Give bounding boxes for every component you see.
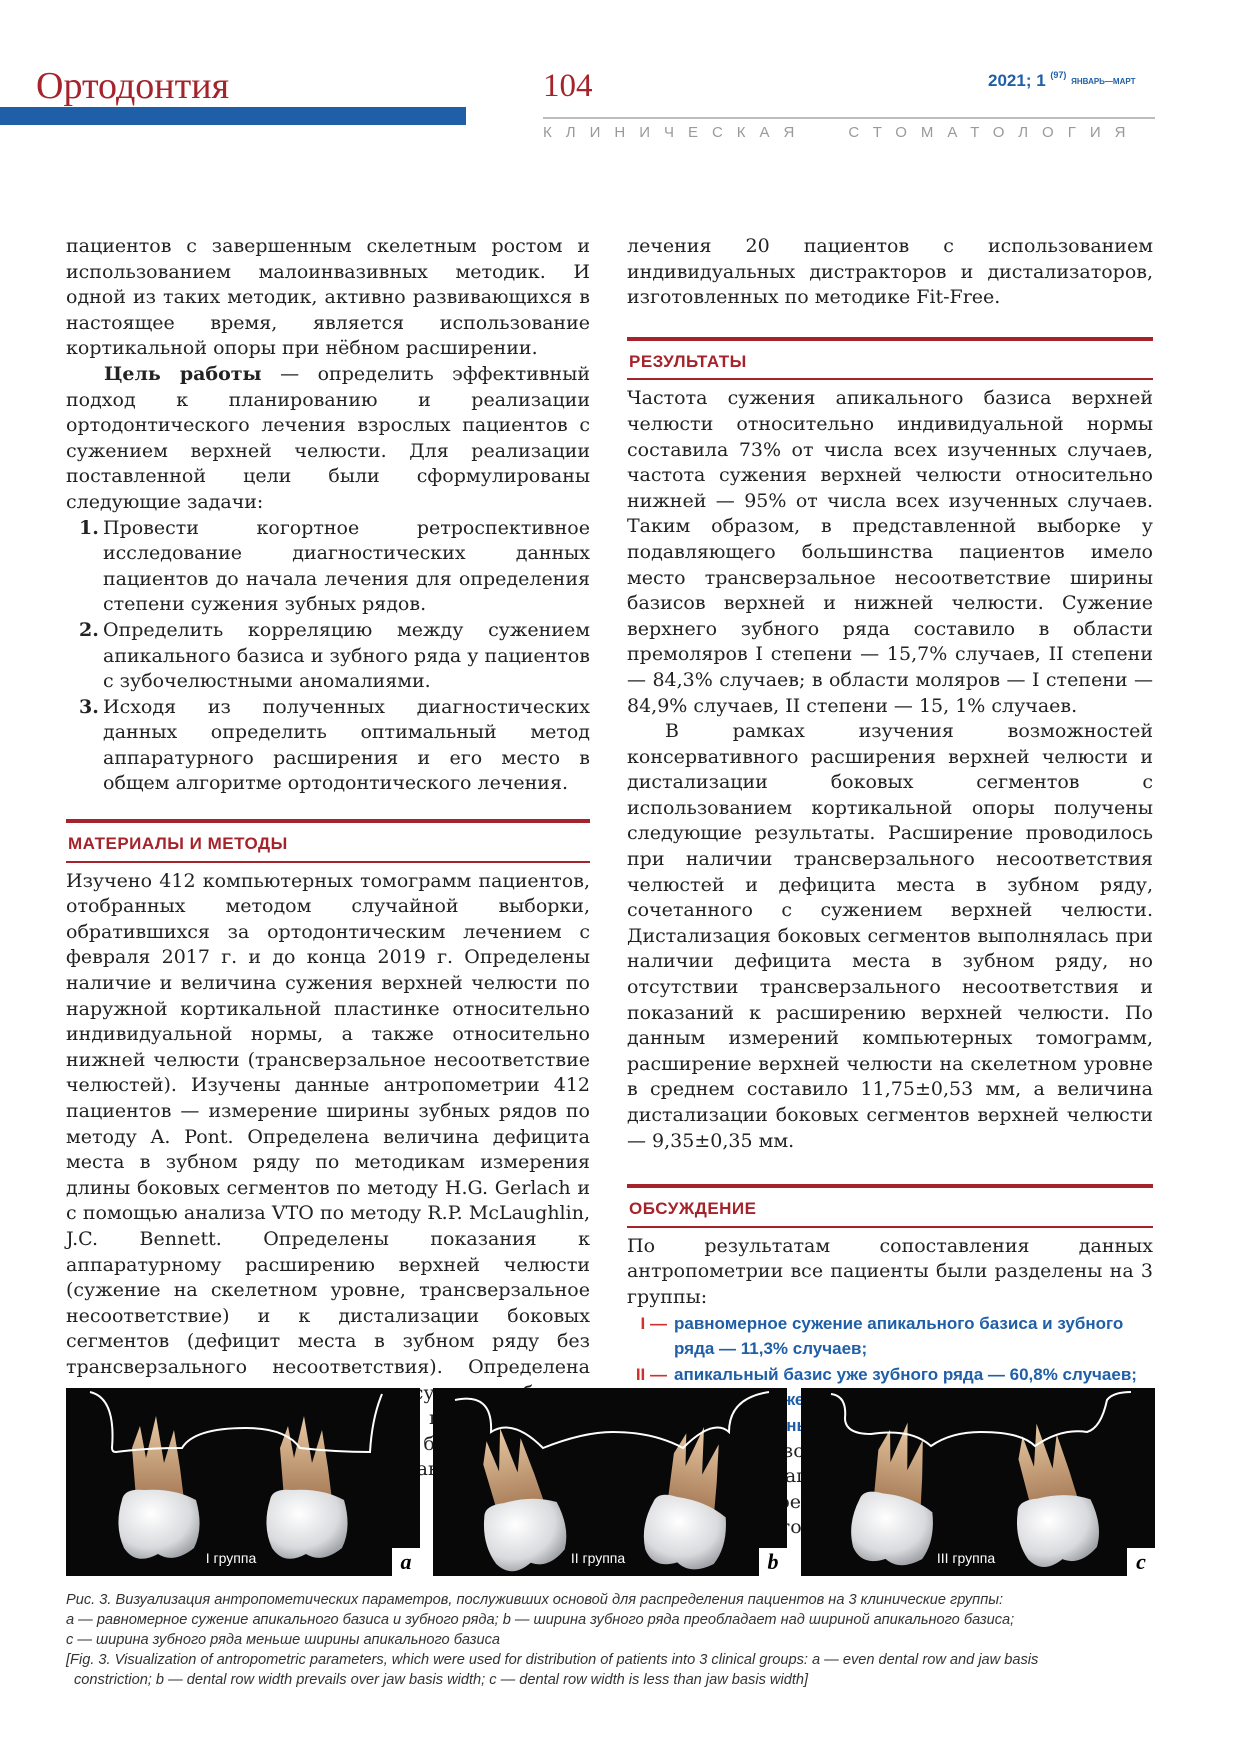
tooth-left bbox=[846, 1416, 951, 1571]
page-number: 104 bbox=[543, 68, 593, 104]
tooth-left bbox=[118, 1416, 199, 1559]
goal-text: — определить эффективный подход к планированию и реализации ортодонтического лечения взрослых пациентов с сужением верхней челюсти. Для реализации поставленной цели были сформулированы следующие задачи: bbox=[66, 362, 590, 513]
journal-word-2: СТОМАТОЛОГИЯ bbox=[848, 124, 1140, 141]
issue-number: (97) bbox=[1050, 70, 1067, 80]
panel-label: III группа bbox=[936, 1550, 996, 1566]
task-text: Исходя из полученных диагностических данных определить оптимальный метод аппаратурного расширения и его место в общем алгоритме ортодонтического лечения. bbox=[103, 695, 590, 795]
right-column bbox=[627, 234, 1153, 1541]
task-number: 2. bbox=[79, 618, 99, 641]
figure-3 bbox=[66, 1388, 1155, 1576]
goal-label: Цель работы bbox=[104, 362, 262, 385]
intro-paragraph: пациентов с завершенным скелетным ростом и использованием малоинвазивных методик. И одной из таких методик, активно развивающихся в настоящее время, является использование кортикальной опоры при нёбном расширении. bbox=[66, 235, 590, 360]
task-item bbox=[66, 516, 590, 618]
group-text: уже bbox=[773, 1390, 805, 1410]
group-roman: II — bbox=[635, 1364, 667, 1384]
basis-outline bbox=[90, 1392, 382, 1452]
figure-panel-a bbox=[66, 1388, 420, 1576]
caption-ru-line-1: Рис. 3. Визуализация антропометических параметров, послуживших основой для распределения пациентов на 3 клинические группы: bbox=[66, 1592, 1004, 1608]
group-text: равномерное сужение апикального базиса и зубного ряда — 11,3% случаев; bbox=[674, 1313, 1124, 1359]
header-accent-bar bbox=[0, 107, 466, 125]
task-item bbox=[66, 618, 590, 695]
caption-ru-line-3: c — ширина зубного ряда меньше ширины апикального базиса bbox=[66, 1632, 501, 1648]
caption-en-line-1: [Fig. 3. Visualization of antropometric parameters, which were used for distribution of patients into 3 clinical groups: a — even dental row and jaw basis bbox=[66, 1652, 1039, 1668]
issue-info bbox=[988, 70, 1135, 91]
task-number: 1. bbox=[79, 516, 99, 539]
figure-panel-b bbox=[433, 1388, 787, 1576]
panel-label: I группа bbox=[205, 1550, 257, 1566]
group-roman: I — bbox=[640, 1313, 667, 1333]
section-title: Ортодонтия bbox=[36, 65, 230, 107]
task-number: 3. bbox=[79, 695, 99, 718]
tooth-right bbox=[1000, 1416, 1105, 1571]
group-text: апикальный базис уже зубного ряда — 60,8% случаев; bbox=[674, 1364, 1137, 1384]
figure-caption bbox=[66, 1590, 1155, 1690]
caption-en-line-2: constriction; b — dental row width prevails over jaw basis width; c — dental row width is less than jaw basis width] bbox=[74, 1672, 809, 1688]
header-rule bbox=[543, 117, 1155, 119]
methods-heading: МАТЕРИАЛЫ И МЕТОДЫ bbox=[66, 819, 590, 863]
group-item bbox=[627, 1362, 1153, 1388]
left-column bbox=[66, 234, 590, 1483]
issue-months: ЯНВАРЬ—МАРТ bbox=[1071, 77, 1136, 86]
panel-label: II группа bbox=[570, 1550, 626, 1566]
issue-year: 2021; 1 bbox=[988, 71, 1046, 90]
tooth-right bbox=[266, 1416, 347, 1559]
basis-outline bbox=[831, 1392, 1131, 1446]
figure-panel-c bbox=[801, 1388, 1155, 1576]
discussion-paragraph-1: По результатам сопоставления данных антропометрии все пациенты были разделены на 3 группы: bbox=[627, 1234, 1153, 1308]
goal-paragraph bbox=[66, 362, 590, 516]
panel-letter: c bbox=[1127, 1548, 1155, 1576]
task-item bbox=[66, 695, 590, 797]
panel-letter: a bbox=[392, 1548, 420, 1576]
task-text: Определить корреляцию между сужением апикального базиса и зубного ряда у пациентов с зубочелюстными аномалиями. bbox=[103, 618, 590, 693]
tooth-illustration bbox=[66, 1388, 420, 1576]
panel-letter: b bbox=[759, 1548, 787, 1576]
results-paragraph-1: Частота сужения апикального базиса верхней челюсти относительно индивидуальной нормы составила 73% от числа всех изученных случаев, частота сужения верхней челюсти относительно нижней — 95% от числа всех изученных случаев. Таким образом, в представленной выборке у подавляющего большинства пациентов имело место трансверзальное несоответствие ширины базисов верхней и нижней челюсти. Сужение верхнего зубного ряда составило в области премоляров I степени — 15,7% случаев, II степени — 84,3% случаев; в области моляров — I степени — 84,9% случаев, II степени — 15, 1% случаев. bbox=[627, 387, 1153, 717]
tooth-illustration bbox=[433, 1388, 787, 1576]
group-item bbox=[627, 1311, 1153, 1362]
methods-paragraph: Изучено 412 компьютерных томограмм пациентов, отобранных методом случайной выборки, обратившихся за ортодонтическим лечением с февраля 2017 г. и до конца 2019 г. Определены наличие и величина сужения верхней челюсти по наружной кортикальной пластинке относительно индивидуальной нормы, а также относительно нижней челюсти (трансверзальное несоответствие челюстей). Изучены данные антропометрии 412 пациентов — измерение ширины зубных рядов по методу A. Pont. Определена величина дефицита места в зубном ряду по методикам измерения длины боковых сегментов по методу H.G. Gerlach и с помощью анализа VTO по методу R.P. McLaughlin, J.C. Bennett. Определены показания к аппаратурному расширению верхней челюсти (сужение на скелетном уровне, трансверзальное несоответствие) и к дистализации боковых сегментов (дефицит места в зубном ряду без трансверзального несоответствия). Определена bbox=[66, 869, 590, 1378]
journal-word-1: КЛИНИЧЕСКАЯ bbox=[543, 124, 809, 141]
task-text: Провести когортное ретроспективное исследование диагностических данных пациентов до начала лечения для определения степени сужения зубных рядов. bbox=[103, 516, 590, 616]
discussion-heading: ОБСУЖДЕНИЕ bbox=[627, 1184, 1153, 1228]
tooth-illustration bbox=[801, 1388, 1155, 1576]
results-heading: РЕЗУЛЬТАТЫ bbox=[627, 337, 1153, 381]
caption-ru-line-2: a — равномерное сужение апикального базиса и зубного ряда; b — ширина зубного ряда преобладает над шириной апикального базиса; bbox=[66, 1612, 1015, 1628]
results-paragraph-2: В рамках изучения возможностей консервативного расширения верхней челюсти и дистализации боковых сегментов с использованием кортикальной опоры получены следующие результаты. Расширение проводилось при наличии трансверзального несоответствия челюстей и дефицита места в зубном ряду, сочетанного с сужением верхней челюсти. Дистализация боковых сегментов выполнялась при наличии дефицита места в зубном ряду, но отсутствии трансверзального несоответствия и показаний к расширению верхней челюсти. По данным измерений компьютерных томограмм, расширение верхней челюсти на скелетном уровне в среднем составило 11,75±0,53 мм, а величина дистализации боковых сегментов верхней челюсти — 9,35±0,35 мм. bbox=[627, 720, 1153, 1152]
task-list bbox=[66, 516, 590, 798]
journal-name bbox=[543, 124, 1155, 141]
continuation-paragraph: лечения 20 пациентов с использованием индивидуальных дистракторов и дистализаторов, изготовленных по методике Fit-Free. bbox=[627, 235, 1153, 309]
